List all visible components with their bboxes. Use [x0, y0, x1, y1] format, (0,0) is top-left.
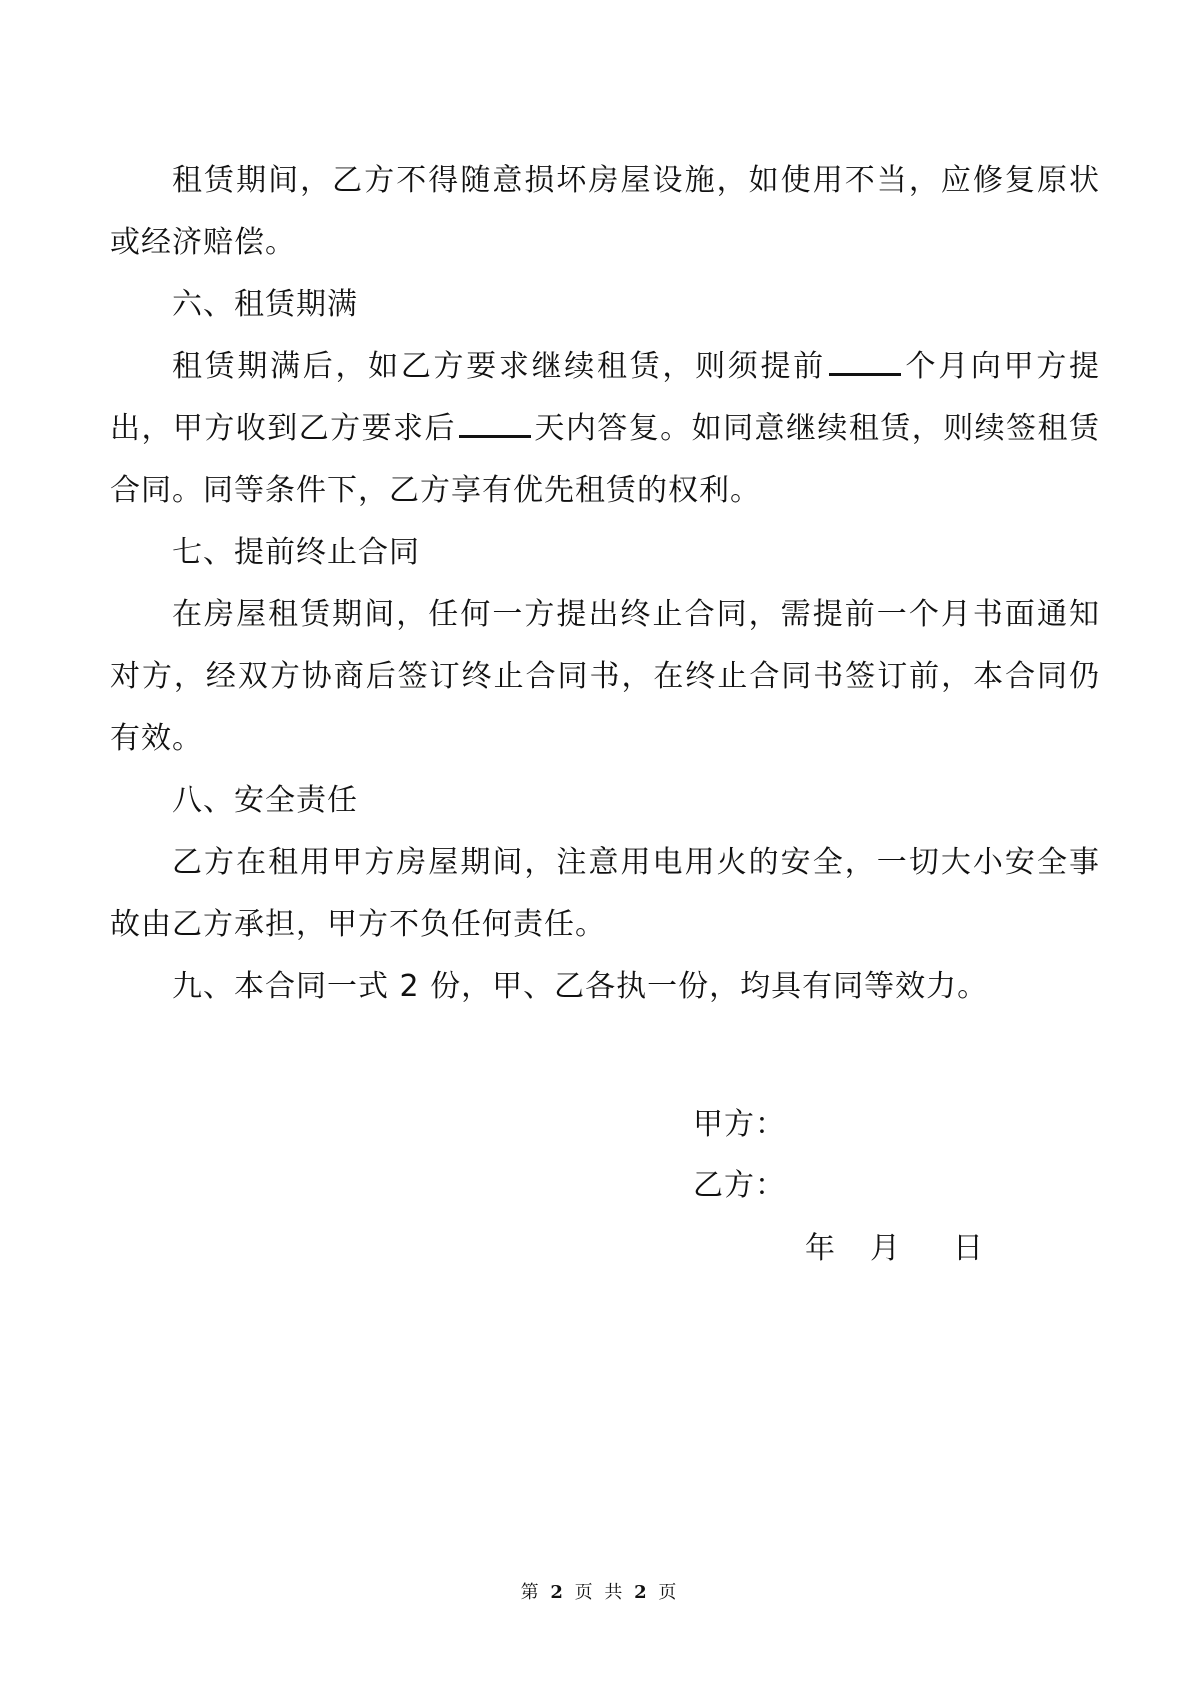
paragraph-lease-expiry-part2: 个月向甲方提出，甲方收到乙方要求后: [110, 349, 1101, 446]
page-footer: [0, 1578, 1200, 1604]
footer-middle: 页 共: [574, 1582, 626, 1603]
footer-suffix: 页: [658, 1582, 680, 1603]
date-year-label: 年: [805, 1231, 835, 1266]
date-day-label: 日: [953, 1231, 983, 1266]
paragraph-lease-expiry: [110, 336, 1100, 522]
paragraph-lease-expiry-part3: 天内答复。如同意继续租赁，则续签租赁合同。同等条件下，乙方享有优先租赁的权利。: [110, 411, 1101, 508]
paragraph-copies: 九、本合同一式 2 份，甲、乙各执一份，均具有同等效力。: [172, 969, 989, 1004]
party-a-signature: 甲方：: [693, 1107, 786, 1142]
contract-body: [110, 150, 1100, 1018]
footer-prefix: 第: [520, 1582, 542, 1603]
footer-total-pages: 2: [634, 1582, 650, 1603]
months-blank[interactable]: [829, 372, 901, 376]
paragraph-damage: 租赁期间，乙方不得随意损坏房屋设施，如使用不当，应修复原状或经济赔偿。: [110, 163, 1100, 260]
footer-current-page: 2: [550, 1582, 566, 1603]
heading-lease-expiry: 六、租赁期满: [172, 287, 358, 322]
days-blank[interactable]: [459, 434, 531, 438]
paragraph-safety: 乙方在租用甲方房屋期间，注意用电用火的安全，一切大小安全事故由乙方承担，甲方不负任何责任。: [110, 845, 1100, 942]
date-month-label: 月: [870, 1231, 900, 1266]
paragraph-lease-expiry-part1: 租赁期满后，如乙方要求继续租赁，则须提前: [172, 349, 826, 384]
party-b-signature: 乙方：: [693, 1168, 786, 1203]
paragraph-early-termination: 在房屋租赁期间，任何一方提出终止合同，需提前一个月书面通知对方，经双方协商后签订终止合同书，在终止合同书签订前，本合同仍有效。: [110, 597, 1100, 756]
heading-safety: 八、安全责任: [172, 783, 358, 818]
heading-early-termination: 七、提前终止合同: [172, 535, 420, 570]
